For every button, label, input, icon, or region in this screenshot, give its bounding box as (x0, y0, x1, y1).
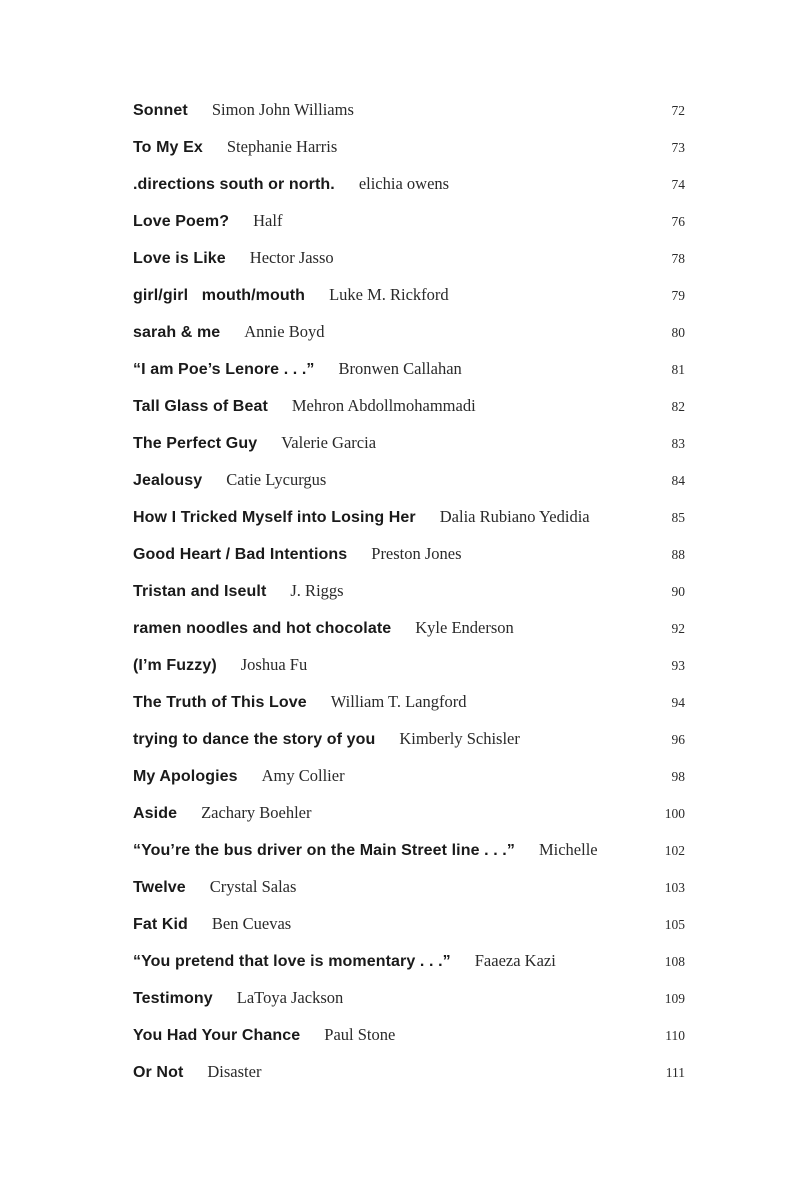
toc-entry (133, 239, 685, 276)
poem-author: Joshua Fu (240, 655, 308, 674)
page-number: 108 (664, 954, 685, 969)
toc-entry (133, 757, 685, 794)
poem-author: Catie Lycurgus (226, 470, 327, 489)
poem-title: You Had Your Chance (133, 1027, 301, 1044)
toc-entry (133, 868, 685, 905)
toc-entry (133, 276, 685, 313)
poem-author: Valerie Garcia (281, 433, 377, 452)
poem-author: Disaster (207, 1062, 262, 1081)
poem-author: Kyle Enderson (415, 618, 514, 637)
poem-author: Dalia Rubiano Yedidia (439, 507, 590, 526)
poem-title: Twelve (133, 879, 186, 896)
poem-title: How I Tricked Myself into Losing Her (133, 509, 416, 526)
toc-entry (133, 831, 685, 868)
poem-author: Amy Collier (261, 766, 345, 785)
poem-title: “You pretend that love is momentary . . .” (133, 953, 451, 970)
toc-entry (133, 794, 685, 831)
toc-entry (133, 165, 685, 202)
poem-title: The Truth of This Love (133, 694, 307, 711)
poem-title: Fat Kid (133, 916, 188, 933)
poem-title: Aside (133, 805, 178, 822)
page-number: 98 (671, 769, 685, 784)
poem-title: .directions south or north. (133, 176, 335, 193)
page-number: 78 (671, 251, 685, 266)
poem-author: Crystal Salas (209, 877, 297, 896)
poem-title: Tristan and Iseult (133, 583, 267, 600)
toc-entry (133, 979, 685, 1016)
poem-title: Sonnet (133, 102, 188, 119)
page-number: 109 (664, 991, 685, 1006)
page-number: 103 (664, 880, 685, 895)
poem-author: Hector Jasso (249, 248, 334, 267)
poem-author: Preston Jones (371, 544, 462, 563)
poem-title: ramen noodles and hot chocolate (133, 620, 392, 637)
page-number: 72 (671, 103, 685, 118)
poem-title: Tall Glass of Beat (133, 398, 268, 415)
poem-author: William T. Langford (330, 692, 467, 711)
toc-entry (133, 683, 685, 720)
page-number: 74 (671, 177, 685, 192)
poem-title: Or Not (133, 1064, 184, 1081)
poem-title: (I’m Fuzzy) (133, 657, 217, 674)
poem-author: LaToya Jackson (236, 988, 344, 1007)
page-number: 92 (671, 621, 685, 636)
page-number: 83 (671, 436, 685, 451)
page-number: 82 (671, 399, 685, 414)
toc-entry (133, 424, 685, 461)
toc-entry (133, 572, 685, 609)
toc-entry (133, 498, 685, 535)
page-number: 80 (671, 325, 685, 340)
toc-entry (133, 1016, 685, 1053)
page-number: 100 (664, 806, 685, 821)
page-number: 96 (671, 732, 685, 747)
page-number: 105 (664, 917, 685, 932)
page-number: 76 (671, 214, 685, 229)
toc-entry (133, 202, 685, 239)
poem-author: elichia owens (358, 174, 450, 193)
page-number: 93 (671, 658, 685, 673)
poem-title: trying to dance the story of you (133, 731, 376, 748)
page-number: 111 (665, 1065, 685, 1080)
poem-author: Simon John Williams (211, 100, 354, 119)
poem-title: Testimony (133, 990, 213, 1007)
poem-title: Love is Like (133, 250, 226, 267)
toc-entry (133, 609, 685, 646)
poem-author: Zachary Boehler (201, 803, 312, 822)
poem-author: Paul Stone (324, 1025, 396, 1044)
poem-title: My Apologies (133, 768, 238, 785)
poem-author: Ben Cuevas (211, 914, 292, 933)
poem-author: Bronwen Callahan (338, 359, 462, 378)
poem-author: Mehron Abdollmohammadi (291, 396, 476, 415)
toc-entry (133, 646, 685, 683)
page-number: 90 (671, 584, 685, 599)
poem-author: Stephanie Harris (226, 137, 338, 156)
page-number: 85 (671, 510, 685, 525)
poem-title: To My Ex (133, 139, 203, 156)
page-number: 110 (665, 1028, 685, 1043)
poem-title: Love Poem? (133, 213, 230, 230)
page-number: 88 (671, 547, 685, 562)
poem-author: Kimberly Schisler (399, 729, 520, 748)
table-of-contents (133, 91, 685, 1090)
poem-title: Good Heart / Bad Intentions (133, 546, 348, 563)
poem-title: sarah & me (133, 324, 221, 341)
poem-title: “You’re the bus driver on the Main Street line . . .” (133, 842, 515, 859)
toc-entry (133, 905, 685, 942)
poem-title: The Perfect Guy (133, 435, 258, 452)
poem-author: Half (253, 211, 283, 230)
page-number: 84 (671, 473, 685, 488)
poem-author: Annie Boyd (244, 322, 325, 341)
toc-entry (133, 350, 685, 387)
page-number: 94 (671, 695, 685, 710)
toc-entry (133, 535, 685, 572)
toc-entry (133, 91, 685, 128)
poem-title: “I am Poe’s Lenore . . .” (133, 361, 315, 378)
toc-entry (133, 461, 685, 498)
poem-title: girl/girl mouth/mouth (133, 287, 306, 304)
poem-author: Luke M. Rickford (329, 285, 449, 304)
toc-entry (133, 942, 685, 979)
page-number: 73 (671, 140, 685, 155)
page-number: 81 (671, 362, 685, 377)
poem-author: Michelle (538, 840, 598, 859)
toc-entry (133, 387, 685, 424)
toc-entry (133, 128, 685, 165)
poem-author: Faaeza Kazi (474, 951, 556, 970)
toc-entry (133, 720, 685, 757)
poem-title: Jealousy (133, 472, 203, 489)
toc-entry (133, 1053, 685, 1090)
toc-entry (133, 313, 685, 350)
page-number: 79 (671, 288, 685, 303)
page-number: 102 (664, 843, 685, 858)
poem-author: J. Riggs (290, 581, 344, 600)
